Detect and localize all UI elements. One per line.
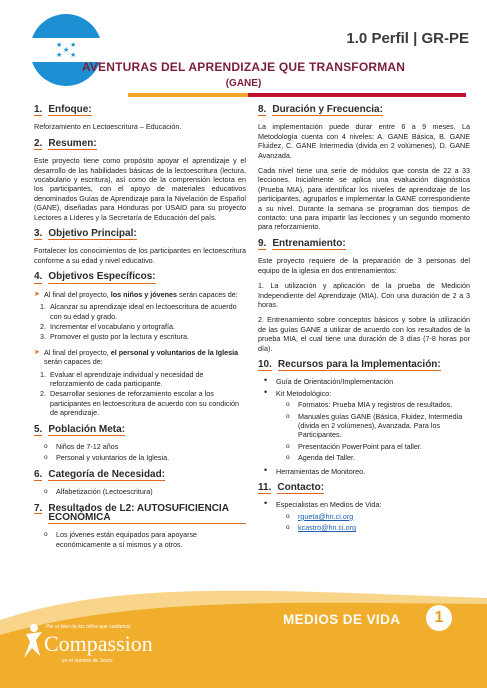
section-title: Resultados de L2: AUTOSUFICIENCIA ECONÓMICA — [48, 504, 246, 525]
section-title: Objetivos Específicos: — [48, 271, 156, 283]
list-item: • Guía de Orientación/Implementación — [264, 377, 470, 386]
page-subtitle: (GANE) — [225, 78, 262, 89]
section-text: 2. Entrenamiento sobre conceptos básicos y sobre la utilización de las guías GANE a utilizar de acuerdo con los resultados de la prueba MIA, el cual tiene una duración de 3 días (7-8 horas por día). — [258, 315, 470, 353]
list-item: • Herramientas de Monitoreo. — [264, 467, 470, 476]
left-column — [34, 105, 246, 556]
section-number: 6. — [34, 468, 43, 480]
section-text: Reforzamiento en Lectoescritura – Educación. — [34, 122, 182, 132]
section-title: Resumen: — [48, 137, 97, 149]
section-target-population — [34, 425, 246, 463]
section-title: Población Meta: — [48, 423, 126, 435]
section-text: 1. La utilización y aplicación de la prueba de Medición Independiente del Aprendizaje (MIA). Con una duración de 2 a 3 horas. — [258, 281, 470, 309]
list-item: • Kit Metodológico: o Formatos: Prueba MIA y registros de resultados. o Manuales guías GANE (Básica, Fluidez, Intermedia (divida en 2 volúmenes), Avanzada. Para los Participantes. o Presentación PowerPoint para el taller. o Agenda del Taller. — [264, 389, 470, 463]
section-resources — [258, 360, 470, 476]
list-item: 1. Alcanzar su aprendizaje ideal en lectoescritura de acuerdo con su edad y grado. — [48, 302, 246, 321]
honduras-flag-logo: ★ ★ ★ ★ ★ — [30, 14, 102, 86]
footer-page-number: 1 — [426, 605, 452, 631]
objective-list-church — [48, 370, 246, 418]
list-item: o Niños de 7-12 años — [44, 442, 246, 451]
profile-code: 1.0 Perfil | GR-PE — [346, 30, 469, 47]
section-number: 7. — [34, 502, 43, 514]
section-title: Contacto: — [277, 482, 325, 493]
section-summary — [34, 139, 246, 222]
list-item: o Agenda del Taller. — [286, 453, 470, 462]
header-bar-orange — [128, 93, 248, 97]
section-duration — [258, 105, 470, 232]
section-number: 8. — [258, 104, 267, 115]
section-text: Fortalecer los conocimientos de los participantes en lectoescritura conforme a su edad y nivel educativo. — [34, 246, 246, 265]
list-item: 1. Evaluar el aprendizaje individual y necesidad de reforzamiento de cada participante. — [48, 370, 246, 389]
section-number: 11. — [258, 482, 272, 493]
logo-tagline: Por el bien de los niños que cuidamos — [46, 624, 131, 630]
arrow-bullet-icon: ➤ — [34, 348, 40, 356]
list-item: • Especialistas en Medios de Vida: o rgueta@hn.ci.org o kcastro@hn.ci.org — [264, 500, 470, 532]
section-title: Objetivo Principal: — [48, 228, 137, 240]
section-main-objective — [34, 229, 246, 265]
section-number: 1. — [34, 104, 43, 115]
arrow-bullet-icon: ➤ — [34, 290, 40, 298]
email-link[interactable]: kcastro@hn.ci.org — [298, 523, 357, 533]
section-number: 9. — [258, 237, 267, 249]
section-focus — [34, 105, 246, 132]
section-training — [258, 239, 470, 353]
section-specific-objectives — [34, 272, 246, 417]
section-title: Entrenamiento: — [272, 237, 346, 249]
objective-group-church: ➤ Al final del proyecto, el personal y voluntarios de la Iglesia serán capaces de: — [34, 347, 239, 367]
section-number: 3. — [34, 228, 43, 240]
list-item: o Presentación PowerPoint para el taller. — [286, 442, 470, 451]
email-link[interactable]: rgueta@hn.ci.org — [298, 511, 354, 521]
list-item: o Alfabetización (Lectoescritura) — [44, 487, 246, 496]
section-title: Categoría de Necesidad: — [48, 468, 166, 480]
list-item: 3. Promover el gusto por la lectura y escritura. — [48, 332, 246, 341]
list-item: 2. Incrementar el vocabulario y ortografía. — [48, 322, 246, 331]
section-title: Recursos para la Implementación: — [277, 358, 441, 370]
objective-group-children: ➤ Al final del proyecto, los niños y jóvenes serán capaces de: — [34, 289, 238, 299]
section-title: Duración y Frecuencia: — [272, 104, 383, 115]
section-number: 4. — [34, 271, 43, 283]
section-number: 2. — [34, 137, 43, 149]
list-item: o Formatos: Prueba MIA y registros de resultados. — [286, 400, 470, 409]
section-text: Cada nivel tiene una serie de módulos que consta de 22 a 33 lecciones. Inicialmente se aplica una evaluación diagnóstica (Prueba MIA), para identificar los niveles de aprendizaje de los participantes, agruparlos e implementar la GANE correspondiente a su nivel. Durante la semana se programan dos tiempos de contacto: una para impartir las lecciones y un segundo momento para reforzamiento. — [258, 166, 470, 232]
section-number: 5. — [34, 423, 43, 435]
section-text: Este proyecto tiene como propósito apoyar el aprendizaje y el desarrollo de las habilidades básicas de la lectoescritura (lectura, vocabulario y escritura), así como de la comprensión lectora en los participantes, con el apoyo de materiales educativos denominados Guías de Aprendizaje para la Nivelación de Español (GANE), diseñadas para Honduras por USAID para su proyecto Lectores a Líderes y la Secretaría de Educación del país. — [34, 156, 246, 222]
list-item: o Manuales guías GANE (Básica, Fluidez, Intermedia (divida en 2 volúmenes), Avanzada. Para los Participantes. — [286, 412, 470, 440]
section-text: La implementación puede durar entre 6 a 9 meses. La Metodología cuenta con 4 niveles: A. GANE Básica, B. GANE Fluidez, C. GANE Intermedia (divida en 2 volúmenes), D. GANE Avanzada. — [258, 122, 470, 160]
page-title: AVENTURAS DEL APRENDIZAJE QUE TRANSFORMAN — [81, 60, 406, 74]
section-need-category — [34, 470, 246, 497]
header-bar-red — [248, 93, 466, 97]
right-column — [258, 105, 470, 540]
list-item: o Los jóvenes están equipados para apoyarse económicamente a sí mismos y a otros. — [44, 530, 246, 549]
footer-category-label: MEDIOS DE VIDA — [283, 612, 401, 627]
section-title: Enfoque: — [48, 104, 92, 115]
objective-list-children — [48, 302, 246, 342]
section-text: Este proyecto requiere de la preparación de 3 personas del equipo de la iglesia en dos entrenamientos: — [258, 256, 470, 275]
compassion-logo-text: Compassion — [44, 631, 153, 656]
section-contact — [258, 483, 470, 533]
list-item: 2. Desarrollar sesiones de reforzamiento escolar a los participantes en lectoescritura de acuerdo con su condición de aprendizaje. — [48, 389, 246, 417]
section-number: 10. — [258, 358, 272, 370]
section-results — [34, 504, 246, 550]
list-item: o Personal y voluntarios de la Iglesia. — [44, 453, 246, 462]
logo-subtitle: en el nombre de Jesús — [62, 658, 113, 664]
